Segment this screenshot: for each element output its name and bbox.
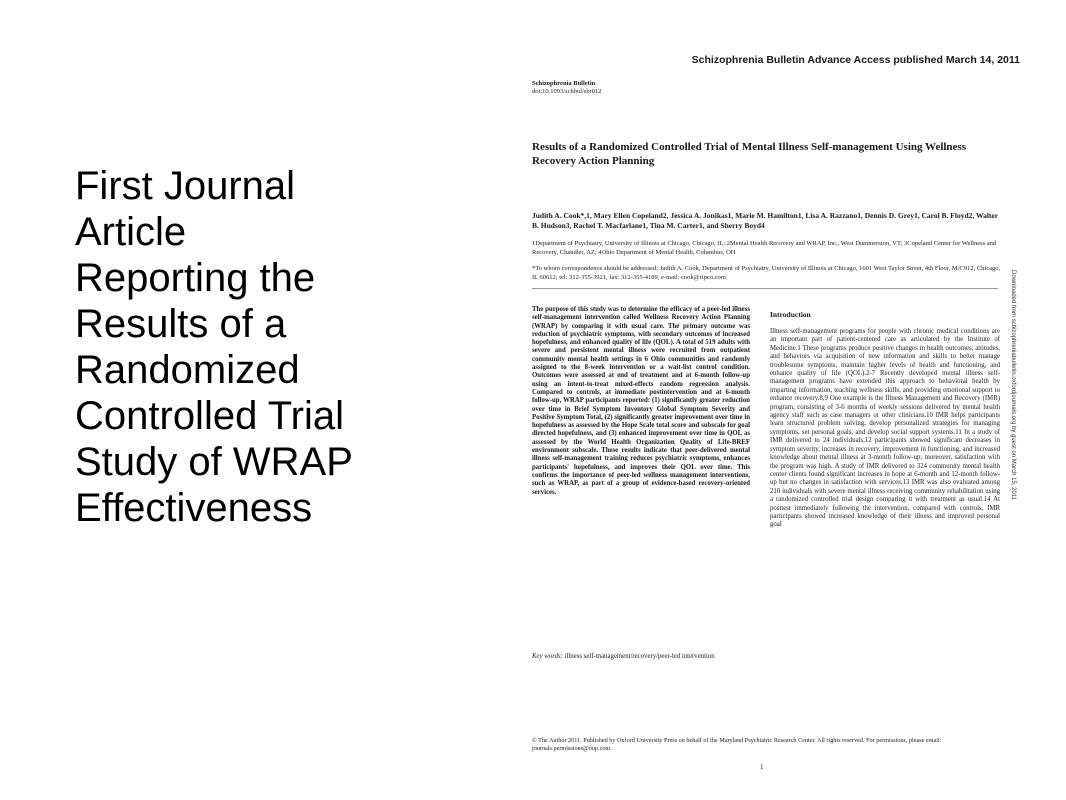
caption-line: Effectiveness	[75, 486, 313, 530]
affiliations: 1Department of Psychiatry, University of Illinois at Chicago, Chicago, IL; 2Mental Health Recovery and WRAP, Inc., West Dummerston, VT; 3Copeland Center for Wellness and Recovery, Chandler, AZ; 4Ohio Department of Mental Health, Columbus, OH	[532, 240, 997, 256]
intro-heading: Introduction	[770, 310, 811, 319]
divider	[532, 288, 998, 289]
download-note: Downloaded from schizophreniabulletin.oxfordjournals.org by guest on March 15, 2011	[1010, 270, 1016, 501]
caption-line: Results of a	[75, 302, 287, 346]
keywords-text: illness self-management/recovery/peer-led intervention	[564, 653, 715, 660]
caption-line: Randomized	[75, 348, 300, 392]
doi: doi:10.1093/schbul/sbr012	[532, 88, 602, 95]
journal-name: Schizophrenia Bulletin	[532, 80, 596, 87]
caption-line: First Journal	[75, 164, 296, 208]
correspondence: *To whom correspondence should be addressed; Judith A. Cook, Department of Psychiatry, University of Illinois at Chicago, 1601 West Taylor Street, 4th Floor, M/C912, Chicago, IL 60612; tel: 312-355-3921, fax: 312-355-4189, e-mail: cook@ripco.com	[532, 265, 1001, 281]
caption-line: Reporting the	[75, 256, 316, 300]
journal-header: Schizophrenia Bulletin Advance Access published March 14, 2011	[691, 54, 1020, 66]
article-title: Results of a Randomized Controlled Trial of Mental Illness Self-management Using Wellness Recovery Action Planning	[532, 141, 966, 167]
keywords	[532, 653, 750, 661]
caption-line: Controlled Trial	[75, 394, 345, 438]
copyright-footer: © The Author 2011. Published by Oxford University Press on behalf of the Maryland Psychiatric Research Center. All rights reserved. For permissions, please email: journals.permissions@oup.com.	[532, 737, 942, 752]
caption-line: Article	[75, 210, 187, 254]
journal-article-image	[520, 48, 1020, 788]
article-authors: Judith A. Cook*,1, Mary Ellen Copeland2, Jessica A. Jonikas1, Marie M. Hamilton1, Lisa A. Razzano1, Dennis D. Grey1, Carol B. Floyd2, Walter B. Hudson3, Rachel T. Macfarlane1, Tina M. Carter1, and Sherry Boyd4	[532, 211, 998, 230]
abstract: The purpose of this study was to determine the efficacy of a peer-led illness self-management intervention called Wellness Recovery Action Planning (WRAP) by comparing it with usual care. The primary outcome was reduction of psychiatric symptoms, with secondary outcomes of increased hopefulness, and enhanced quality of life (QOL). A total of 519 adults with severe and persistent mental illness were recruited from outpatient community mental health settings in 6 Ohio communities and randomly assigned to the 8-week intervention or a wait-list control condition. Outcomes were assessed at end of treatment and at 6-month follow-up using an intent-to-treat mixed-effects random regression analysis. Compared to controls, at immediate postintervention and at 6-month follow-up, WRAP participants reported: (1) significantly greater reduction over time in Brief Symptom Inventory Global Symptom Severity and Positive Symptom Total, (2) significantly greater improvement over time in hopefulness as assessed by the Hope Scale total score and subscale for goal directed hopefulness, and (3) enhanced improvement over time in QOL as assessed by the World Health Organization Quality of Life-BREF environment subscale. These results indicate that peer-delivered mental illness self-management training reduces psychiatric symptoms, enhances participants' hopefulness, and improves their QOL over time. This confirms the importance of peer-led wellness management interventions, such as WRAP, as part of a group of evidence-based recovery-oriented services.	[532, 306, 750, 496]
slide-caption	[75, 163, 435, 531]
keywords-label: Key words:	[532, 653, 563, 660]
intro-body: Illness self-management programs for people with chronic medical conditions are an important part of patient-centered care as articulated by the Institute of Medicine.1 These programs produce positive changes in health outcomes, attitudes, and behaviors via acquisition of new information and skills to better manage troublesome symptoms, maintain higher levels of health and functioning, and enhance quality of life (QOL).2-7 Recently developed mental illness self-management programs have extended this approach to behavioral health by imparting information, teaching wellness skills, and providing emotional support to enhance recovery.8,9 One example is the Illness Management and Recovery (IMR) program, consisting of 3-6 months of weekly sessions delivered by mental health agency staff such as case managers or other clinicians.10 IMR helps participants learn structured problem solving, develop personalized strategies for managing symptoms, set personal goals, and develop social support systems.11 In a study of IMR delivered to 24 individuals,12 participants showed significant decreases in symptom severity, increases in recovery, improvement in functioning, and increased knowledge about mental illness at 3-month follow-up; moreover, satisfaction with the program was high. A study of IMR delivered to 324 community mental health center clients found significant increases in hope at 6-month and 12-month follow-up but no changes in satisfaction with services.13 IMR was also evaluated among 210 individuals with severe mental illness receiving community rehabilitation using a randomized controlled trial design comparing it with treatment as usual.14 At posttest immediately following the intervention, compared with controls, IMR participants showed increased knowledge of their illness and improved personal goal	[770, 328, 1000, 529]
caption-line: Study of WRAP	[75, 440, 353, 484]
page-number: 1	[760, 763, 764, 771]
